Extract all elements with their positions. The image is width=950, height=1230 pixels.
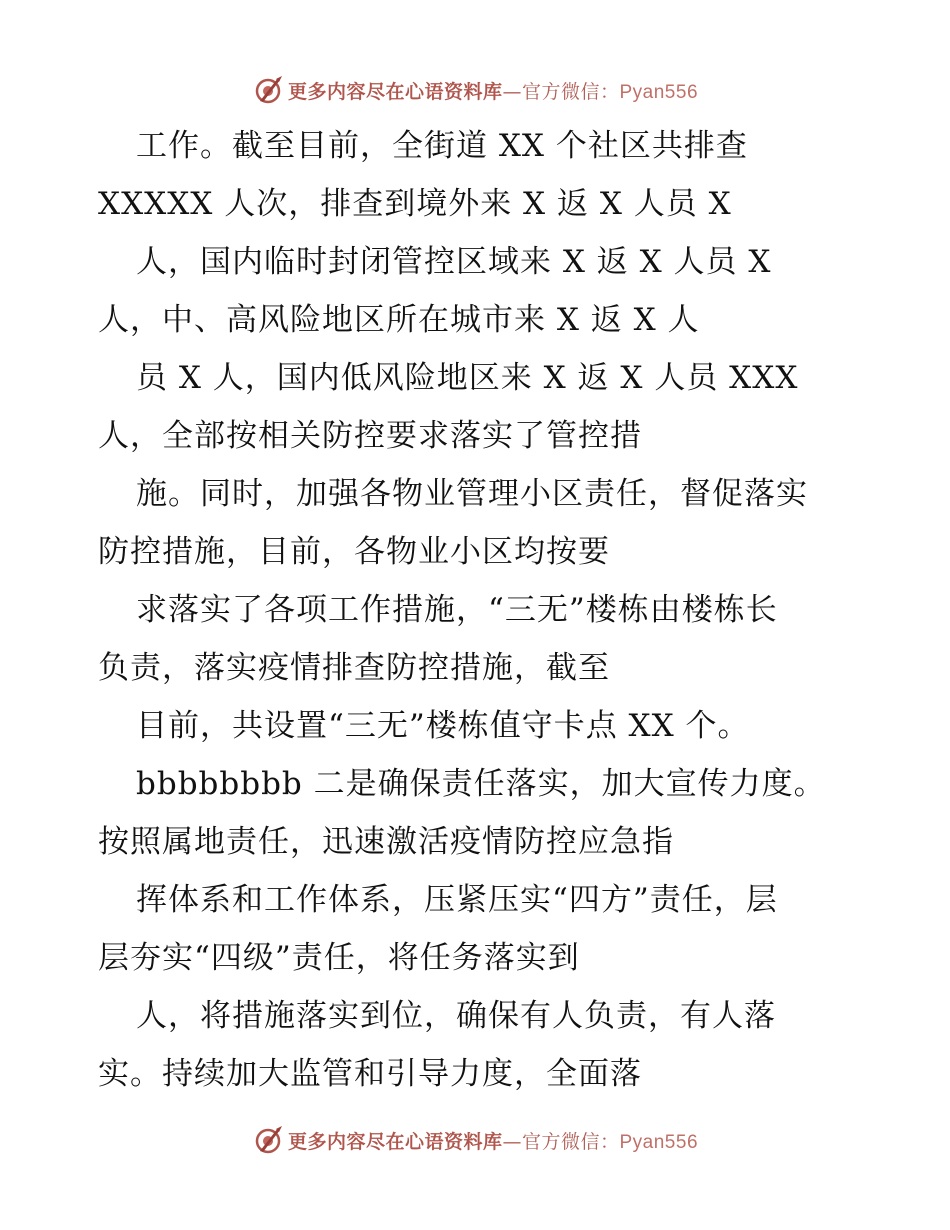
text-line: 挥体系和工作体系，压紧压实“四方”责任，层 <box>136 882 778 918</box>
watermark-wechat-handle: Pyan556 <box>619 81 699 103</box>
text-line: XXXXX 人次，排查到境外来 X 返 X 人员 X <box>98 186 732 222</box>
text-line: 按照属地责任，迅速激活疫情防控应急指 <box>98 824 674 860</box>
footer-watermark <box>0 1120 950 1160</box>
text-line: 实。持续加大监管和引导力度，全面落 <box>98 1056 642 1092</box>
text-line: bbbbbbbb 二是确保责任落实，加大宣传力度。 <box>136 766 826 802</box>
text-line: 人，国内临时封闭管控区域来 X 返 X 人员 X <box>136 244 772 280</box>
text-line: 施。同时，加强各物业管理小区责任，督促落实 <box>136 476 808 512</box>
quill-logo-icon <box>252 1124 284 1156</box>
text-line: 人，中、高风险地区所在城市来 X 返 X 人 <box>98 302 700 338</box>
watermark-text <box>288 1127 698 1154</box>
watermark-wechat-label: 官方微信： <box>521 80 620 103</box>
text-line: 目前，共设置“三无”楼栋值守卡点 XX 个。 <box>136 708 750 744</box>
watermark-separator: — <box>502 1130 522 1153</box>
text-line: 人，将措施落实到位，确保有人负责，有人落 <box>136 998 776 1034</box>
text-line: 求落实了各项工作措施，“三无”楼栋由楼栋长 <box>136 592 778 628</box>
watermark-wechat-label: 官方微信： <box>521 1130 620 1153</box>
text-line: 层夯实“四级”责任，将任务落实到 <box>98 940 580 976</box>
text-line: 工作。截至目前，全街道 XX 个社区共排查 <box>136 128 748 164</box>
text-line: 人，全部按相关防控要求落实了管控措 <box>98 418 642 454</box>
text-line: 防控措施，目前，各物业小区均按要 <box>98 534 610 570</box>
watermark-wechat-handle: Pyan556 <box>619 1131 699 1153</box>
watermark-group <box>252 1124 698 1156</box>
watermark-brand: 更多内容尽在心语资料库 <box>287 1130 503 1153</box>
watermark-separator: — <box>502 80 522 103</box>
text-line: 负责，落实疫情排查防控措施，截至 <box>98 650 610 686</box>
watermark-brand: 更多内容尽在心语资料库 <box>287 80 503 103</box>
text-line: 员 X 人，国内低风险地区来 X 返 X 人员 XXX <box>136 360 799 396</box>
